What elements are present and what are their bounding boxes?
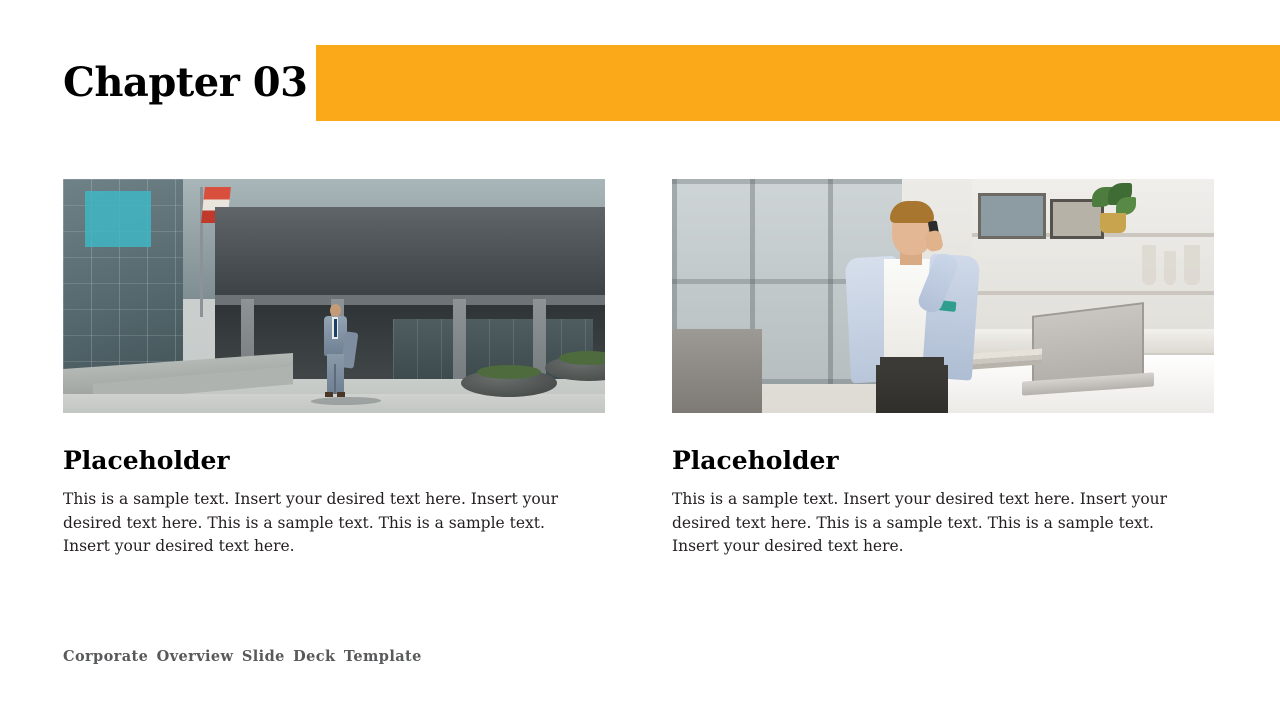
slide-footer: Corporate Overview Slide Deck Template (63, 648, 422, 665)
photo-wall-frame (978, 193, 1046, 239)
photo-canopy-lip (215, 295, 605, 305)
left-body-text: This is a sample text. Insert your desired text here. Insert your desired text here. This is a sample text. This is a sample text. Insert your desired text here. (63, 490, 559, 555)
page-title: Chapter 03 (63, 59, 308, 106)
header-accent-bar (316, 45, 1280, 121)
right-heading: Placeholder (672, 446, 839, 475)
content-column-right (672, 179, 1214, 559)
left-heading: Placeholder (63, 446, 230, 475)
photo-shelf (972, 291, 1214, 295)
photo-teal-panel (85, 191, 151, 247)
photo-placeholder-right[interactable] (672, 179, 1214, 413)
photo-businessman (315, 304, 355, 404)
photo-glassware (1142, 245, 1156, 285)
photo-placeholder-left[interactable] (63, 179, 605, 413)
photo-shrub (477, 365, 541, 379)
photo-canopy (215, 207, 605, 299)
photo-glassware (1184, 245, 1200, 285)
photo-glassware (1164, 251, 1176, 285)
photo-plant-pot (1100, 213, 1126, 233)
content-column-left (63, 179, 605, 559)
photo-businessman-on-phone (840, 197, 980, 413)
right-body-text: This is a sample text. Insert your desired text here. Insert your desired text here. This is a sample text. This is a sample text. Insert your desired text here. (672, 490, 1168, 555)
photo-concrete-pillar (672, 329, 762, 413)
